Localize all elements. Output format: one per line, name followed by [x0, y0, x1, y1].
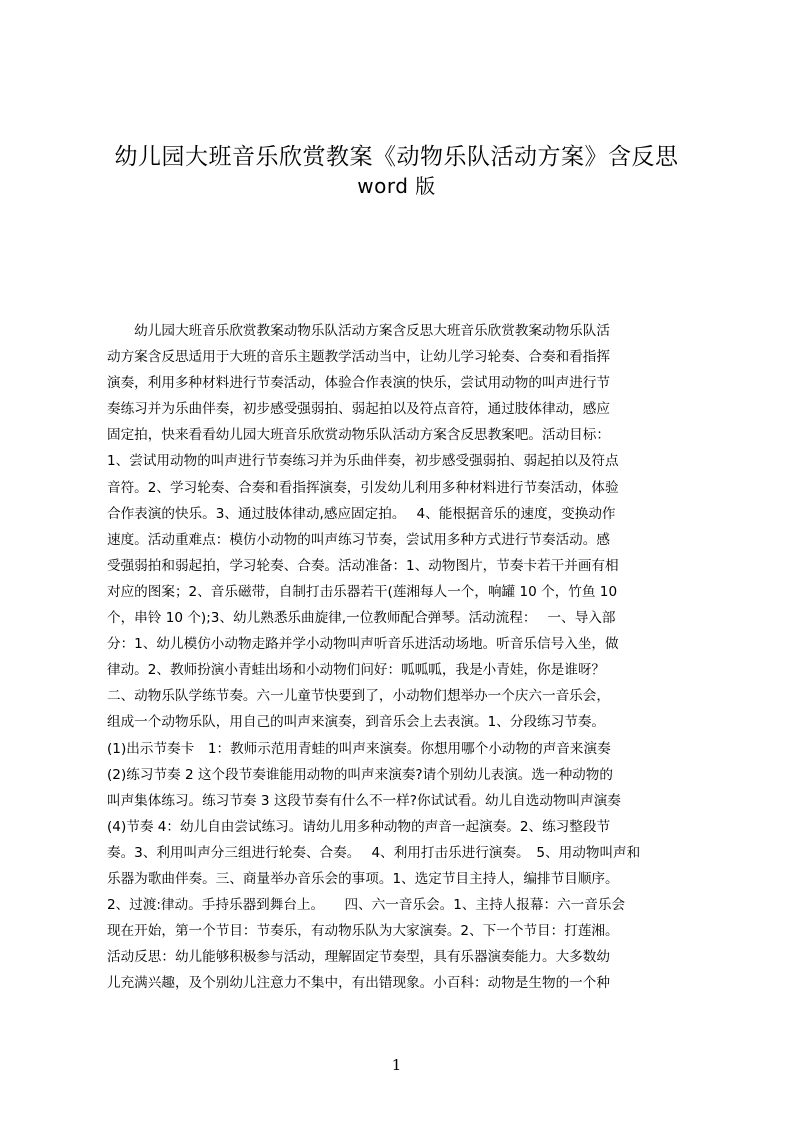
- body-line: 活动反思：幼儿能够积极参与活动，理解固定节奏型，具有乐器演奏能力。大多数幼: [107, 949, 610, 966]
- document-body: [107, 318, 697, 1038]
- body-line: 合作表演的快乐。3、通过肢体律动,感应固定拍。 4、能根据音乐的速度，变换动作: [107, 505, 616, 522]
- body-line: 叫声集体练习。练习节奏 3 这段节奏有什么不一样?你试试看。幼儿自选动物叫声演奏: [107, 792, 621, 809]
- body-line: 1、尝试用动物的叫声进行节奏练习并为乐曲伴奏，初步感受强弱拍、弱起拍以及符点: [107, 453, 619, 470]
- body-line: 现在开始，第一个节目：节奏乐，有动物乐队为大家演奏。2、下一个节目：打莲湘。: [107, 923, 619, 940]
- body-line: 动方案含反思适用于大班的音乐主题教学活动当中，让幼儿学习轮奏、合奏和看指挥: [107, 349, 610, 366]
- body-line: (2)练习节奏 2 这个段节奏谁能用动物的叫声来演奏?请个别幼儿表演。选一种动物的: [107, 766, 613, 783]
- body-line: 乐器为歌曲伴奏。三、商量举办音乐会的事项。1、选定节目主持人，编排节目顺序。: [107, 870, 619, 887]
- body-line: 个，串铃 10 个);3、幼儿熟悉乐曲旋律,一位教师配合弹琴。活动流程： 一、导入部: [107, 610, 616, 627]
- body-line: 音符。2、学习轮奏、合奏和看指挥演奏，引发幼儿利用多种材料进行节奏活动，体验: [107, 479, 619, 496]
- body-line: 幼儿园大班音乐欣赏教案动物乐队活动方案含反思大班音乐欣赏教案动物乐队活: [107, 323, 610, 339]
- body-line: 演奏，利用多种材料进行节奏活动，体验合作表演的快乐，尝试用动物的叫声进行节: [107, 375, 610, 392]
- document-title-format: word 版: [357, 174, 436, 198]
- body-line: 固定拍，快来看看幼儿园大班音乐欣赏动物乐队活动方案含反思教案吧。活动目标：: [107, 427, 610, 444]
- body-line: 分：1、幼儿模仿小动物走路并学小动物叫声听音乐进活动场地。听音乐信号入坐，做: [107, 636, 619, 653]
- body-line: 儿充满兴趣，及个别幼儿注意力不集中，有出错现象。小百科：动物是生物的一个种: [107, 975, 610, 992]
- body-line: (4)节奏 4：幼儿自由尝试练习。请幼儿用多种动物的声音一起演奏。2、练习整段节: [107, 818, 611, 835]
- body-line: 二、动物乐队学练节奏。六一儿童节快要到了，小动物们想举办一个庆六一音乐会，: [107, 688, 610, 705]
- body-line: 对应的图案；2、音乐磁带，自制打击乐器若干(莲湘每人一个，响罐 10 个，竹鱼 10: [107, 583, 618, 600]
- body-line: 组成一个动物乐队，用自己的叫声来演奏，到音乐会上去表演。1、分段练习节奏。: [107, 714, 606, 731]
- page-number: 1: [391, 1056, 402, 1074]
- body-line: 奏。3、利用叫声分三组进行轮奏、合奏。 4、利用打击乐进行演奏。 5、用动物叫声和: [107, 844, 641, 861]
- body-line: 受强弱拍和弱起拍，学习轮奏、合奏。活动准备：1、动物图片，节奏卡若干并画有相: [107, 557, 619, 574]
- body-line: 奏练习并为乐曲伴奏，初步感受强弱拍、弱起拍以及符点音符，通过肢体律动，感应: [107, 401, 610, 418]
- body-line: 2、过渡:律动。手持乐器到舞台上。 四、六一音乐会。1、主持人报幕：六一音乐会: [107, 897, 626, 914]
- body-line: (1)出示节奏卡 1：教师示范用青蛙的叫声来演奏。你想用哪个小动物的声音来演奏: [107, 740, 611, 757]
- body-line: 速度。活动重难点：模仿小动物的叫声练习节奏，尝试用多种方式进行节奏活动。感: [107, 531, 610, 548]
- document-title: 幼儿园大班音乐欣赏教案《动物乐队活动方案》含反思: [114, 144, 679, 170]
- body-line: 律动。2、教师扮演小青蛙出场和小动物们问好：呱呱呱，我是小青娃，你是谁呀？: [107, 662, 606, 679]
